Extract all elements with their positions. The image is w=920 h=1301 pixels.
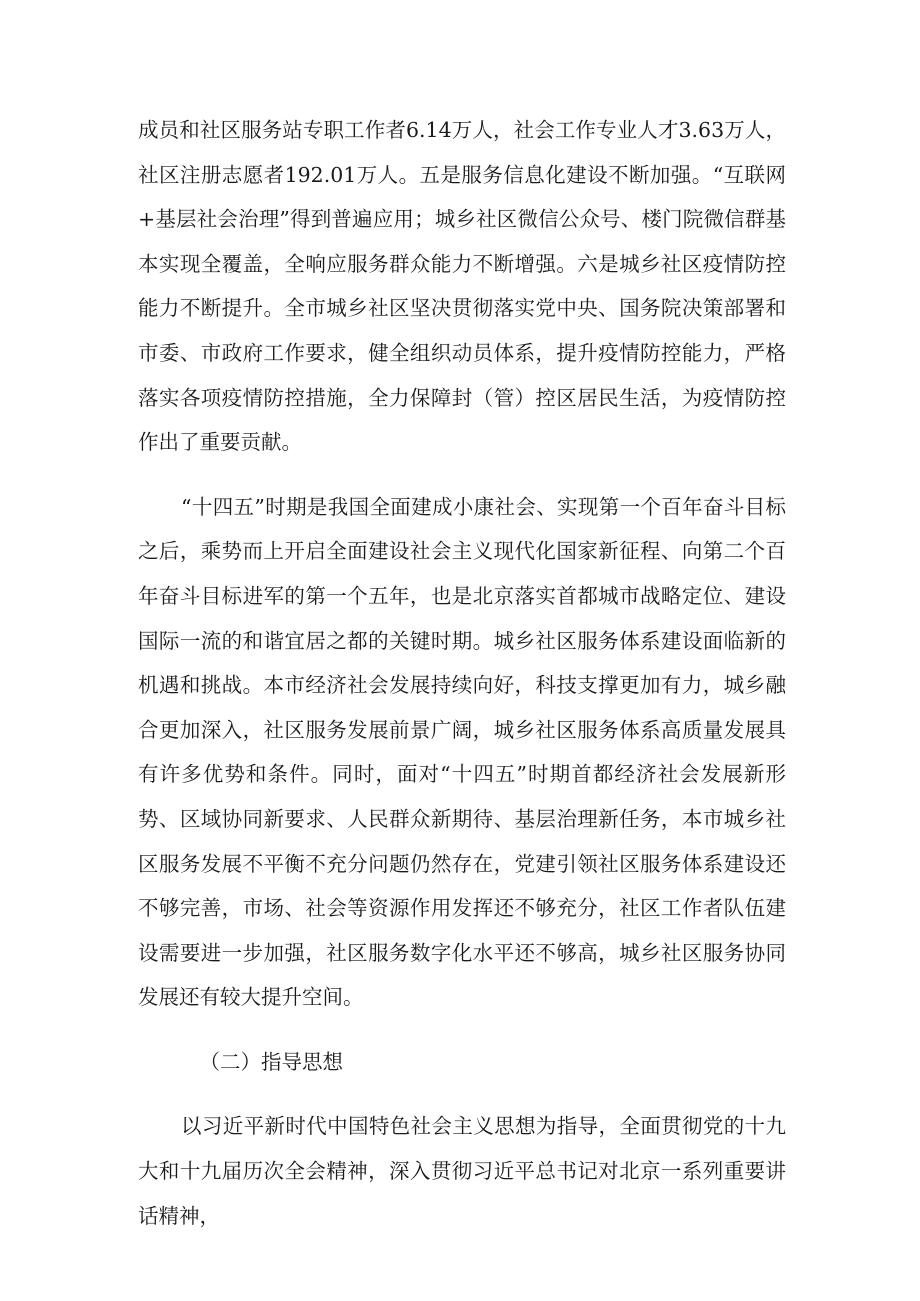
paragraph-continuation: 成员和社区服务站专职工作者6.14万人，社会工作专业人才3.63万人，社区注册志愿者192.01万人。五是服务信息化建设不断加强。“互联网+基层社会治理”得到普遍应用；城乡社区微信公众号、楼门院微信群基本实现全覆盖，全响应服务群众能力不断增强。六是城乡社区疫情防控能力不断提升。全市城乡社区坚决贯彻落实党中央、国务院决策部署和市委、市政府工作要求，健全组织动员体系，提升疫情防控能力，严格落实各项疫情防控措施，全力保障封（管）控区居民生活，为疫情防控作出了重要贡献。 (138, 118, 786, 455)
section-heading-guiding-ideology: （二）指导思想 (199, 1049, 343, 1074)
paragraph-guiding-ideology: 以习近平新时代中国特色社会主义思想为指导，全面贯彻党的十九大和十九届历次全会精神，深入贯彻习近平总书记对北京一系列重要讲话精神， (138, 1114, 786, 1228)
document-page (138, 108, 786, 1238)
paragraph-fourteenth-five-year: “十四五”时期是我国全面建成小康社会、实现第一个百年奋斗目标之后，乘势而上开启全面建设社会主义现代化国家新征程、向第二个百年奋斗目标进军的第一个五年，也是北京落实首都城市战略定位、建设国际一流的和谐宜居之都的关键时期。城乡社区服务体系建设面临新的机遇和挑战。本市经济社会发展持续向好，科技支撑更加有力，城乡融合更加深入，社区服务发展前景广阔，城乡社区服务体系高质量发展具有许多优势和条件。同时，面对“十四五”时期首都经济社会发展新形势、区域协同新要求、人民群众新期待、基层治理新任务，本市城乡社区服务发展不平衡不充分问题仍然存在，党建引领社区服务体系建设还不够完善，市场、社会等资源作用发挥还不够充分，社区工作者队伍建设需要进一步加强，社区服务数字化水平还不够高，城乡社区服务协同发展还有较大提升空间。 (138, 494, 786, 1010)
